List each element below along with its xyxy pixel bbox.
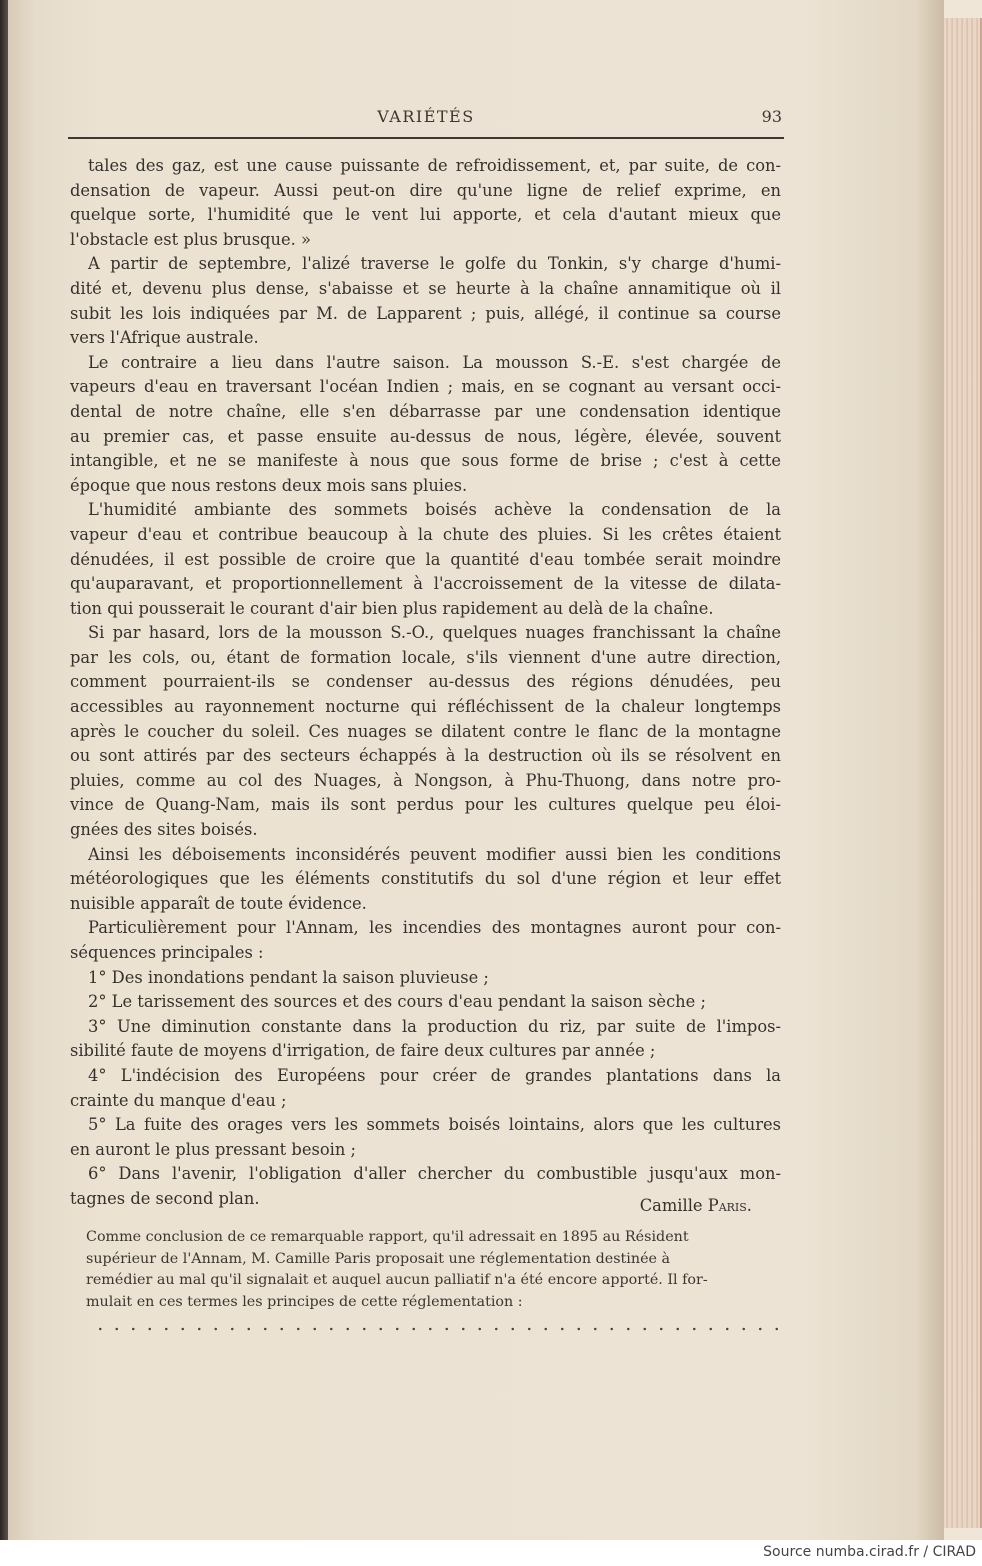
- editorial-note: [86, 1227, 781, 1313]
- text-line: 5° La fuite des orages vers les sommets boisés lointains, alors que les cultures: [88, 1115, 781, 1135]
- text-line: tion qui pousserait le courant d'air bien plus rapidement au delà de la chaîne.: [70, 598, 714, 618]
- text-line: 6° Dans l'avenir, l'obligation d'aller chercher du combustible jusqu'aux mon-: [88, 1164, 781, 1184]
- page-header: [70, 107, 782, 135]
- ellipsis-dots: [92, 1322, 782, 1336]
- book-binding: [0, 0, 8, 1540]
- text-line: tales des gaz, est une cause puissante de refroidissement, et, par suite, de con-: [88, 156, 781, 175]
- text-line: 4° L'indécision des Européens pour créer de grandes plantations dans la: [88, 1065, 781, 1085]
- text-line: par les cols, ou, étant de formation locale, s'ils viennent d'une autre direction,: [70, 647, 781, 667]
- text-line: Si par hasard, lors de la mousson S.-O., quelques nuages franchissant la chaîne: [88, 623, 781, 643]
- text-line: gnées des sites boisés.: [70, 820, 258, 840]
- text-line: quelque sorte, l'humidité que le vent lui apporte, et cela d'autant mieux que: [70, 205, 781, 225]
- text-line: Le contraire a lieu dans l'autre saison. La mousson S.-E. s'est chargée de: [88, 352, 781, 372]
- page-number: 93: [761, 107, 782, 126]
- text-line: L'humidité ambiante des sommets boisés achève la condensation de la: [88, 500, 781, 520]
- text-line: crainte du manque d'eau ;: [70, 1090, 287, 1110]
- text-line: qu'auparavant, et proportionnellement à l'accroissement de la vitesse de dilata-: [70, 574, 781, 594]
- text-line: séquences principales :: [70, 943, 264, 962]
- text-line: comment pourraient-ils se condenser au-dessus des régions dénudées, peu: [70, 672, 781, 692]
- text-line: pluies, comme au col des Nuages, à Nongson, à Phu-Thuong, dans notre pro-: [70, 770, 781, 790]
- text-line: subit les lois indiquées par M. de Lapparent ; puis, allégé, il continue sa course: [70, 303, 781, 323]
- text-line: Ainsi les déboisements inconsidérés peuvent modifier aussi bien les conditions: [88, 844, 781, 864]
- note-line: Comme conclusion de ce remarquable rapport, qu'il adressait en 1895 au Résident: [86, 1229, 689, 1245]
- signature: Camille Paris.: [639, 1196, 752, 1215]
- header-rule: [68, 137, 784, 139]
- text-line: vers l'Afrique australe.: [70, 328, 259, 348]
- source-credit: Source numba.cirad.fr / CIRAD: [763, 1544, 976, 1560]
- text-line: dénudées, il est possible de croire que la quantité d'eau tombée serait moindre: [70, 549, 781, 569]
- text-line: sibilité faute de moyens d'irrigation, de faire deux cultures par année ;: [70, 1041, 656, 1061]
- text-line: 2° Le tarissement des sources et des cours d'eau pendant la saison sèche ;: [88, 992, 706, 1012]
- text-line: nuisible apparaît de toute évidence.: [70, 893, 367, 913]
- text-line: en auront le plus pressant besoin ;: [70, 1139, 356, 1159]
- text-line: 3° Une diminution constante dans la production du riz, par suite de l'impos-: [88, 1016, 781, 1036]
- text-line: densation de vapeur. Aussi peut-on dire qu'une ligne de relief exprime, en: [70, 180, 781, 200]
- text-line: au premier cas, et passe ensuite au-dessus de nous, légère, élevée, souvent: [70, 426, 781, 446]
- text-line: époque que nous restons deux mois sans pluies.: [70, 475, 468, 495]
- text-line: tagnes de second plan.: [70, 1188, 260, 1208]
- text-line: intangible, et ne se manifeste à nous que sous forme de brise ; c'est à cette: [70, 451, 781, 471]
- text-line: météorologiques que les éléments constitutifs du sol d'une région et leur effet: [70, 869, 781, 889]
- text-line: dental de notre chaîne, elle s'en débarrasse par une condensation identique: [70, 401, 781, 421]
- page-edges: [944, 18, 982, 1528]
- text-line: 1° Des inondations pendant la saison pluvieuse ;: [88, 967, 489, 987]
- text-line: dité et, devenu plus dense, s'abaisse et se heurte à la chaîne annamitique où il: [70, 278, 781, 298]
- text-line: accessibles au rayonnement nocturne qui réfléchissent de la chaleur longtemps: [70, 697, 781, 717]
- text-line: vapeurs d'eau en traversant l'océan Indien ; mais, en se cognant au versant occi-: [70, 377, 781, 397]
- note-line: mulait en ces termes les principes de cette réglementation :: [86, 1293, 523, 1310]
- text-line: vapeur d'eau et contribue beaucoup à la chute des pluies. Si les crêtes étaient: [70, 524, 781, 544]
- text-line: A partir de septembre, l'alizé traverse le golfe du Tonkin, s'y charge d'humi-: [88, 254, 781, 274]
- body-text: [70, 154, 781, 1212]
- text-line: après le coucher du soleil. Ces nuages se dilatent contre le flanc de la montagne: [70, 721, 781, 741]
- text-line: Particulièrement pour l'Annam, les incendies des montagnes auront pour con-: [88, 918, 781, 938]
- text-line: l'obstacle est plus brusque. »: [70, 229, 311, 249]
- text-line: vince de Quang-Nam, mais ils sont perdus pour les cultures quelque peu éloi-: [70, 795, 781, 815]
- text-line: ou sont attirés par des secteurs échappés à la destruction où ils se résolvent en: [70, 746, 781, 766]
- note-line: remédier au mal qu'il signalait et auquel aucun palliatif n'a été encore apporté. Il for-: [86, 1272, 708, 1288]
- note-line: supérieur de l'Annam, M. Camille Paris proposait une réglementation destinée à: [86, 1250, 671, 1267]
- running-head: VARIÉTÉS: [377, 107, 475, 126]
